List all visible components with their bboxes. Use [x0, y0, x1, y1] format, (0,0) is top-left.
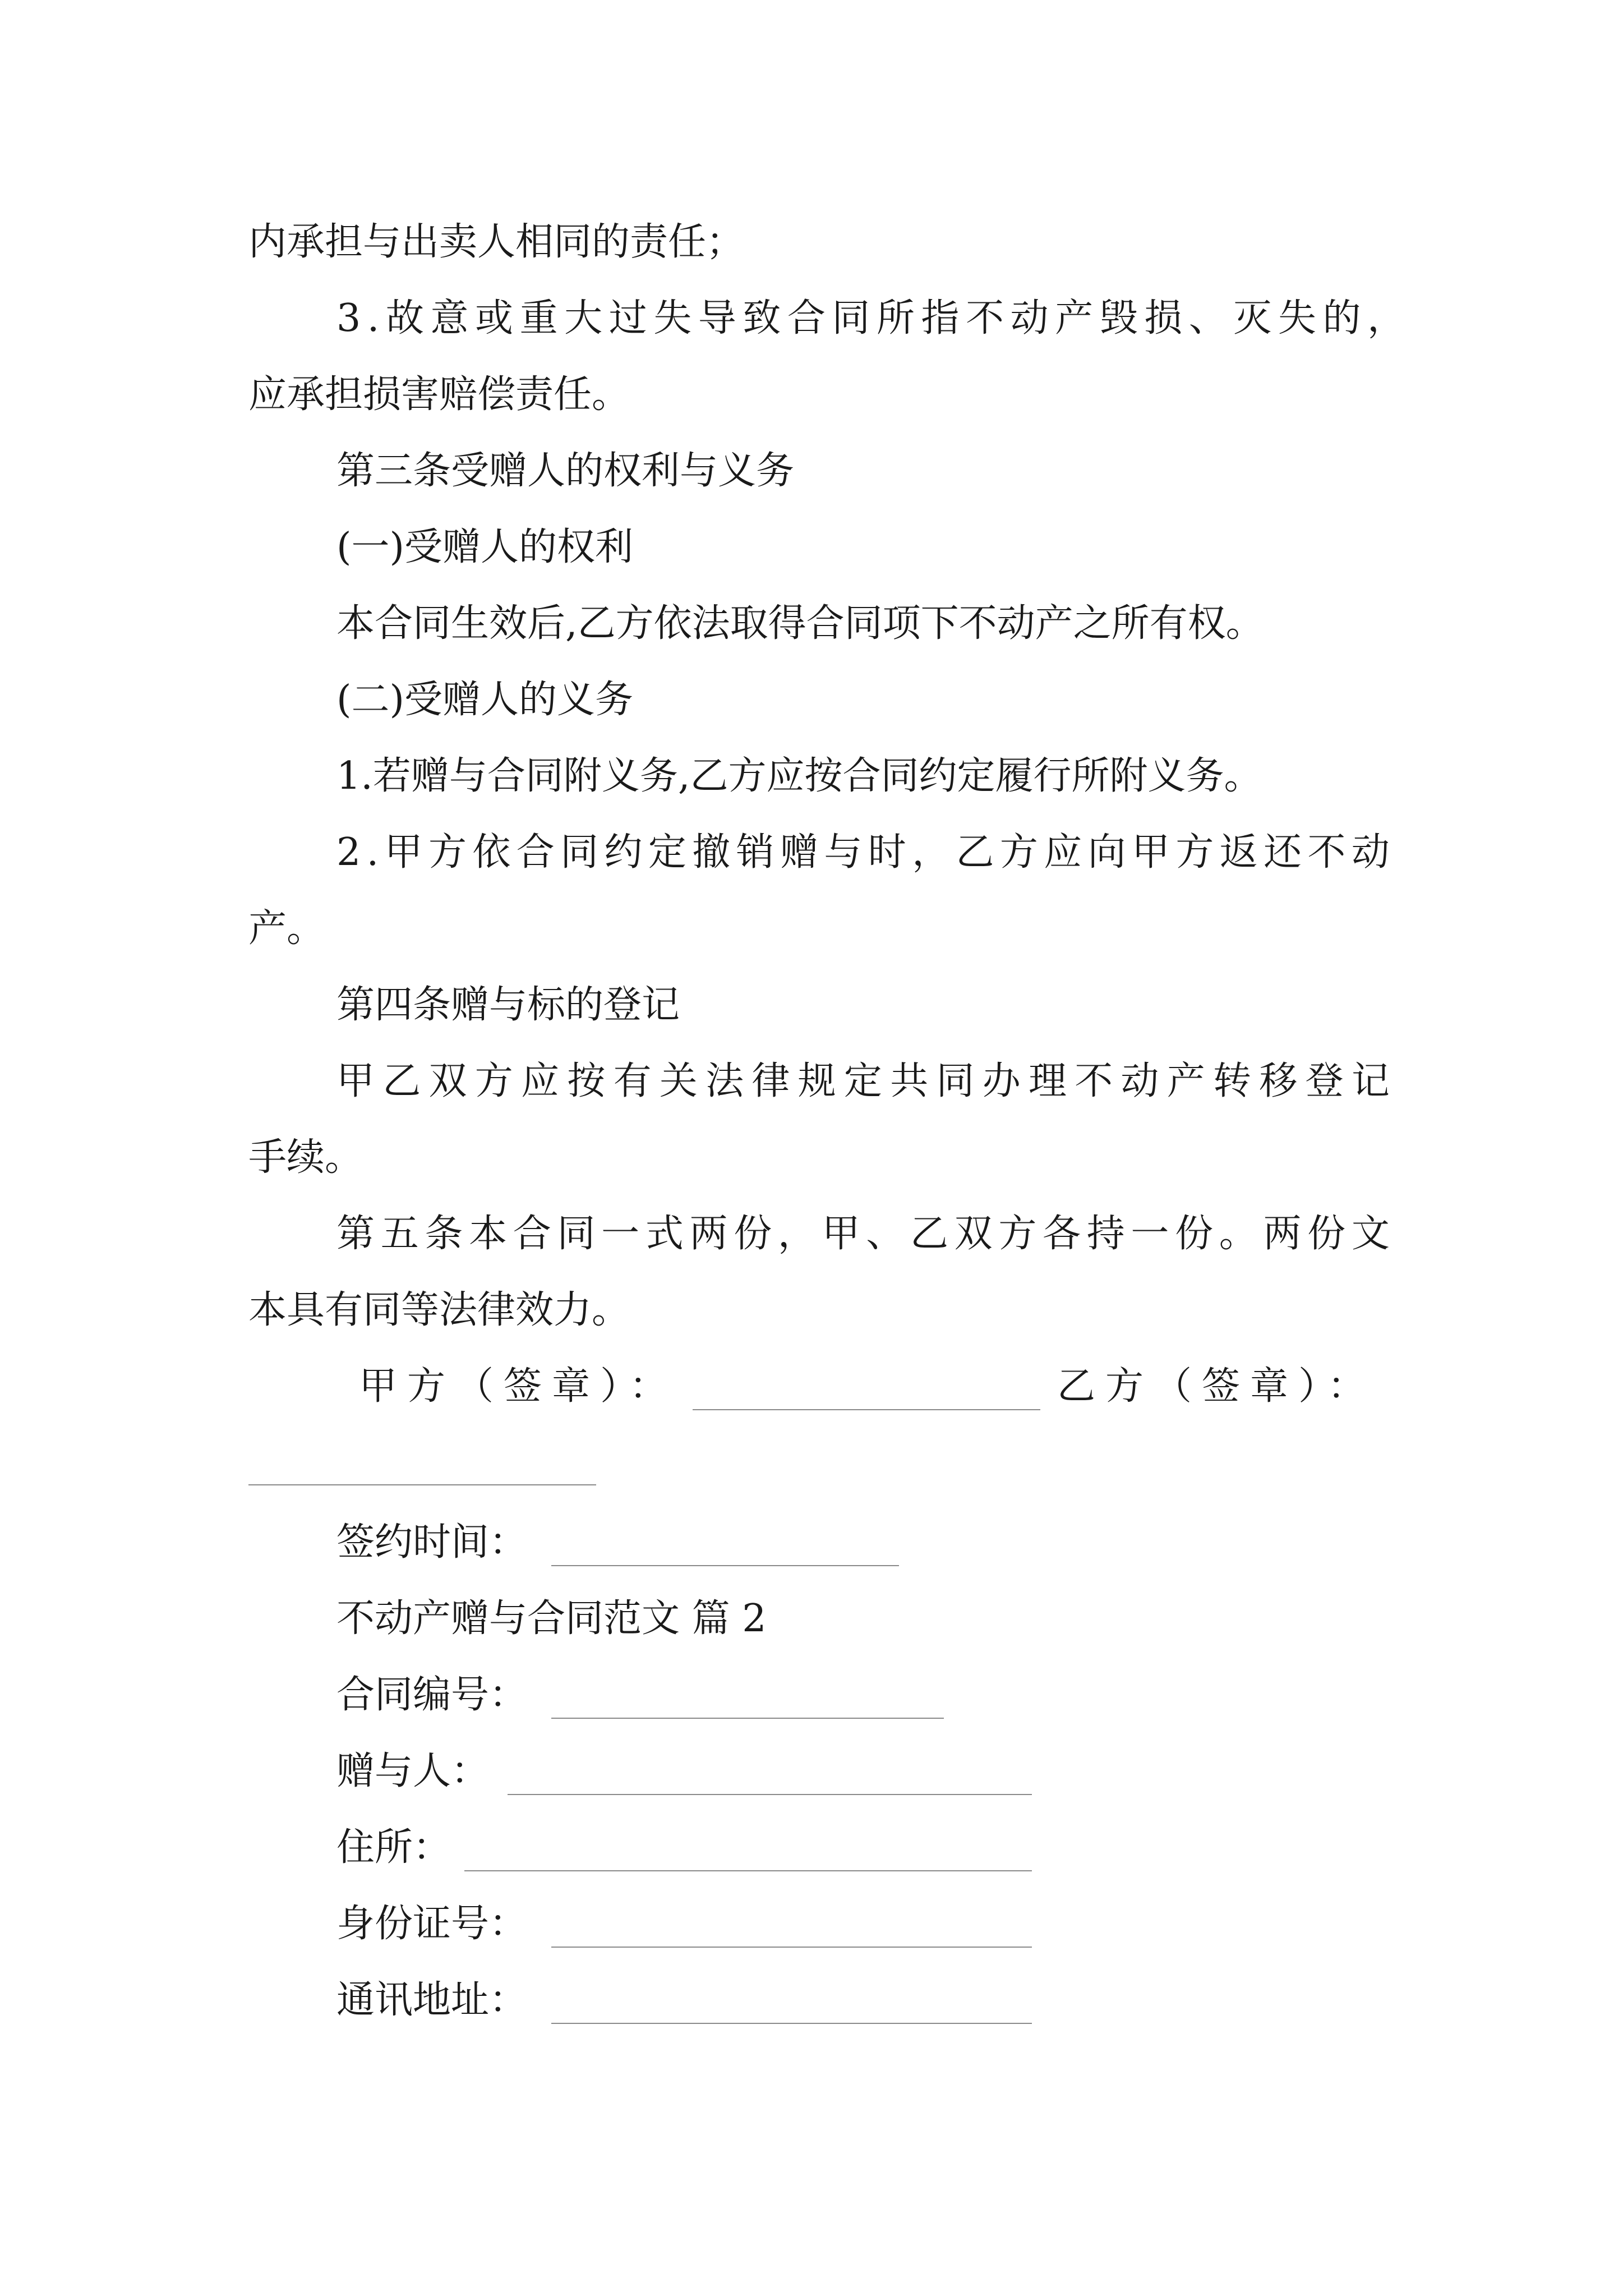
id-number-blank: [551, 1947, 1032, 1948]
mailing-address-blank: [551, 2023, 1032, 2024]
article-4-title: 第四条赠与标的登记: [336, 983, 680, 1027]
article-3-rights-heading: (一)受赠人的权利: [336, 525, 634, 569]
article-3-duty-1: 1.若赠与合同附义务,乙方应按合同约定履行所附义务。: [336, 754, 1262, 798]
article-4-text-line-1: 甲 乙 双 方 应 按 有 关 法 律 规 定 共 同 办 理 不 动 产 转 移 登 记: [336, 1059, 1390, 1103]
article-3-duties-heading: (二)受赠人的义务: [336, 678, 634, 722]
contract-number-label: 合同编号：: [336, 1673, 528, 1717]
article-3-duty-2-line-1: 2 . 甲 方 依 合 同 约 定 撤 销 赠 与 时 ， 乙 方 应 向 甲 方 返 还 不 动: [336, 830, 1390, 875]
clause-3-line-2: 应承担损害赔偿责任。: [248, 372, 630, 417]
article-4-text-line-2: 手续。: [248, 1135, 363, 1180]
donor-blank: [508, 1794, 1032, 1795]
party-b-signature-label: 乙方（签章）：: [1057, 1364, 1376, 1409]
article-3-title: 第三条受赠人的权利与义务: [336, 449, 795, 493]
party-a-signature-blank: [693, 1409, 1040, 1410]
article-3-duty-2-line-2: 产。: [248, 907, 325, 951]
id-number-label: 身份证号：: [336, 1902, 528, 1946]
article-5-line-2: 本具有同等法律效力。: [248, 1288, 630, 1332]
sign-date-label: 签约时间：: [336, 1520, 528, 1565]
clause-3-line-1: 3 . 故 意 或 重 大 过 失 导 致 合 同 所 指 不 动 产 毁 损 、 灭 失 的 ，: [336, 296, 1405, 341]
mailing-address-label: 通讯地址：: [336, 1978, 528, 2022]
section-2-title: 不动产赠与合同范文 篇 2: [336, 1596, 767, 1641]
donor-label: 赠与人：: [336, 1749, 490, 1793]
party-a-signature-label: 甲方（签章）：: [359, 1364, 678, 1409]
residence-blank: [464, 1870, 1032, 1871]
party-b-signature-blank: [248, 1484, 596, 1485]
sign-date-blank: [551, 1565, 899, 1566]
residence-label: 住所：: [336, 1825, 451, 1870]
article-5-line-1: 第 五 条 本 合 同 一 式 两 份 ， 甲 、 乙 双 方 各 持 一 份 。 两 份 文: [336, 1212, 1390, 1256]
paragraph-continuation: 内承担与出卖人相同的责任；: [248, 220, 745, 264]
article-3-rights-text: 本合同生效后,乙方依法取得合同项下不动产之所有权。: [336, 601, 1264, 646]
contract-number-blank: [551, 1718, 944, 1719]
